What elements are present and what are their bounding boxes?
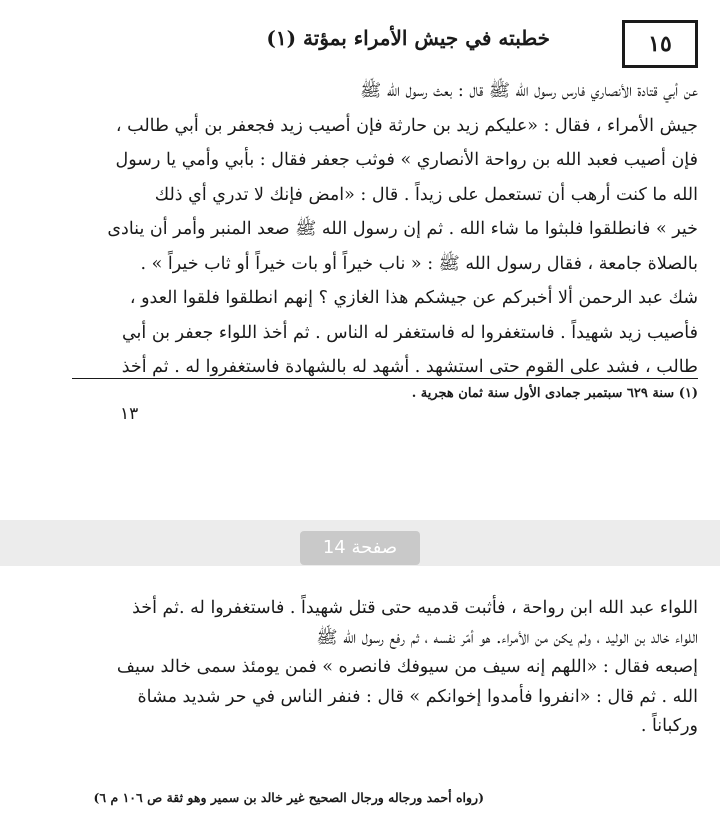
text-line: وركباناً . [640, 716, 698, 736]
text-line: جيش الأمراء ، فقال : «عليكم زيد بن حارثة فإن أصيب زيد فجعفر بن أبي طالب ، [115, 115, 698, 136]
hadith-number-box: ١٥ [622, 20, 698, 68]
footnote-divider [72, 378, 698, 379]
book-page-14 [0, 566, 720, 826]
text-line: خير » فانطلقوا فلبثوا ما شاء الله . ثم إن رسول الله ﷺ صعد المنبر وأمر أن ينادى [107, 219, 698, 239]
text-line: طالب ، فشد على القوم حتى استشهد . أشهد له بالشهادة فاستغفروا له . ثم أخذ [121, 357, 698, 377]
footnote: (١) سنة ٦٢٩ سبتمبر جمادى الأول سنة ثمان هجرية . [411, 386, 698, 401]
text-line: شك عبد الرحمن ألا أخبركم عن جيشكم هذا الغازي ؟ إنهم انطلقوا فلقوا العدو ، [129, 288, 698, 308]
source-note: (رواه أحمد ورجاله ورجال الصحيح غير خالد بن سمير وهو ثقة ص ١٠٦ م ٦) [93, 790, 484, 805]
hadith-body-text [22, 74, 698, 385]
text-line: فإن أصيب فعبد الله بن رواحة الأنصاري » فوثب جعفر فقال : بأبي وأمي يا رسول [115, 150, 698, 170]
page-indicator: صفحة 14 [300, 531, 420, 565]
text-line: فأصيب زيد شهيداً . فاستغفروا له فاستغفر له الناس . ثم أخذ اللواء جعفر بن أبي [121, 322, 698, 343]
page-number: ١٣ [120, 404, 139, 424]
text-line: إصبعه فقال : «اللهم إنه سيف من سيوفك فانصره » فمن يومئذ سمى خالد سيف [116, 657, 698, 677]
hadith-title: خطبته في جيش الأمراء بمؤتة (١) [266, 26, 550, 50]
text-line: اللواء خالد بن الوليد ، ولم يكن من الأمراء. هو أمّر نفسه ، ثم رفع رسول الله ﷺ [316, 627, 698, 648]
text-line: اللواء عبد الله ابن رواحة ، فأثبت قدميه حتى قتل شهيداً . فاستغفروا له .ثم أخذ [132, 598, 698, 618]
text-line: الله ما كنت أرهب أن تستعمل على زيداً . قال : «امض فإنك لا تدري أي ذلك [154, 184, 698, 205]
text-line: بالصلاة جامعة ، فقال رسول الله ﷺ : « ناب خيراً أو بات خيراً أو ثاب خيراً » . [140, 253, 698, 274]
text-line: عن أبي قتادة الأنصاري فارس رسول الله ﷺ قال : بعث رسول الله ﷺ [360, 81, 698, 101]
hadith-continuation-text [22, 594, 698, 742]
text-line: الله . ثم قال : «انفروا فأمدوا إخوانكم » قال : فنفر الناس في حر شديد مشاة [137, 686, 698, 707]
